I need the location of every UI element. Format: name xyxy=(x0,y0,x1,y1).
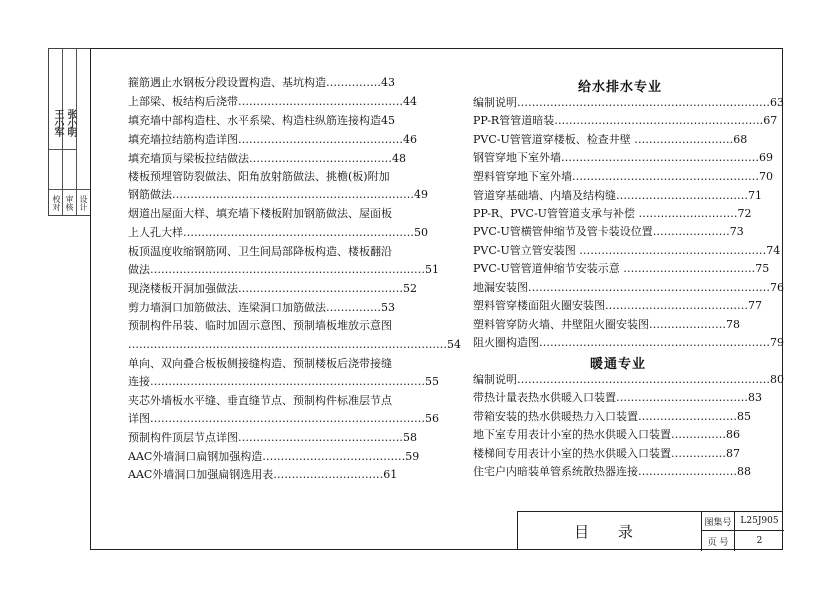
toc-entry: 现浇楼板开洞加强做法………………………………………52 xyxy=(128,282,417,295)
strip-label-audit: 审核 xyxy=(65,195,74,211)
toc-entry: 带热计量表热水供暖入口装置………………………………83 xyxy=(473,391,762,404)
toc-entry: 地下室专用表计小室的热水供暖入口装置……………86 xyxy=(473,428,740,441)
toc-entry: 编制说明……………………………………………………………63 xyxy=(473,96,784,109)
toc-entry: PVC-U管管道伸缩节安装示意 ………………………………75 xyxy=(473,262,770,275)
toc-entry: 钢管穿地下室外墙………………………………………………69 xyxy=(473,151,773,164)
toc-entry-cont: 连接…………………………………………………………………55 xyxy=(128,375,439,388)
toc-entry: PP-R、PVC-U管管道支承与补偿 ………………………72 xyxy=(473,207,752,220)
toc-entry: 上部梁、板结构后浇带………………………………………44 xyxy=(128,95,417,108)
toc-entry-cont: 钢筋做法…………………………………………………………49 xyxy=(128,188,428,201)
toc-entry-cont: 详图…………………………………………………………………56 xyxy=(128,412,439,425)
toc-entry: 夹芯外墙板水平缝、垂直缝节点、预制构件标准层节点 xyxy=(128,394,392,407)
strip-label-design: 设计 xyxy=(79,195,88,211)
page-title: 目 录 xyxy=(574,523,645,541)
toc-entry: AAC外墙洞口加强扁钢选用表…………………………61 xyxy=(128,468,398,481)
strip-label-review: 校对 xyxy=(52,195,61,211)
toc-entry-cont: 做法…………………………………………………………………51 xyxy=(128,263,439,276)
page-number-value: 2 xyxy=(734,531,784,551)
toc-entry: 板顶温度收缩钢筋网、卫生间局部降板构造、楼板翻沿 xyxy=(128,245,392,258)
toc-entry: 管道穿基础墙、内墙及结构缝………………………………71 xyxy=(473,189,762,202)
toc-entry-cont: 上人孔大样………………………………………………………50 xyxy=(128,226,428,239)
atlas-number-value: L25J905 xyxy=(734,512,784,531)
signature-1: 王小军 xyxy=(52,109,63,136)
toc-entry: 带箱安装的热水供暖热力入口装置………………………85 xyxy=(473,410,751,423)
page-number-label: 页 号 xyxy=(701,531,734,551)
toc-entry: 填充墙中部构造柱、水平系梁、构造柱纵筋连接构造45 xyxy=(128,114,395,127)
toc-entry: 烟道出屋面大样、填充墙下楼板附加钢筋做法、屋面板 xyxy=(128,207,392,220)
toc-entry: 填充墙拉结筋构造详图………………………………………46 xyxy=(128,133,417,146)
toc-entry: 编制说明……………………………………………………………80 xyxy=(473,373,784,386)
section-title-plumbing: 给水排水专业 xyxy=(578,80,663,95)
toc-entry: 住宅户内暗装单管系统散热器连接………………………88 xyxy=(473,465,751,478)
atlas-number-label: 图集号 xyxy=(701,512,734,531)
toc-entry: 预制构件顶层节点详图………………………………………58 xyxy=(128,431,417,444)
toc-entry: 塑料管穿地下室外墙……………………………………………70 xyxy=(473,170,773,183)
toc-entry: 塑料管穿防火墙、井壁阻火圈安装图…………………78 xyxy=(473,318,740,331)
toc-entry: 单向、双向叠合板板侧接缝构造、预制楼板后浇带接缝 xyxy=(128,357,392,370)
toc-entry: 填充墙顶与梁板拉结做法…………………………………48 xyxy=(128,152,406,165)
toc-entry: 楼梯间专用表计小室的热水供暖入口装置……………87 xyxy=(473,447,740,460)
toc-entry: 箍筋遇止水钢板分段设置构造、基坑构造……………43 xyxy=(128,76,395,89)
toc-entry-cont: ……………………………………………………………………………54 xyxy=(128,338,461,351)
title-block xyxy=(517,511,783,550)
toc-entry: AAC外墙洞口扁钢加强构造…………………………………59 xyxy=(128,450,420,463)
toc-entry: PVC-U管横管伸缩节及管卡装设位置…………………73 xyxy=(473,225,744,238)
toc-entry: 楼板预埋管防裂做法、阳角放射筋做法、挑檐(板)附加 xyxy=(128,170,390,183)
toc-entry: 地漏安装图…………………………………………………………76 xyxy=(473,281,784,294)
toc-entry: 剪力墙洞口加筋做法、连梁洞口加筋做法……………53 xyxy=(128,301,395,314)
toc-entry: PP-R管管道暗装…………………………………………………67 xyxy=(473,114,778,127)
section-title-hvac: 暖通专业 xyxy=(590,357,647,372)
toc-entry: 塑料管穿楼面阻火圈安装图…………………………………77 xyxy=(473,299,762,312)
toc-entry: PVC-U管管道穿楼板、检查井壁 ………………………68 xyxy=(473,133,748,146)
signature-strip xyxy=(48,48,90,216)
signature-2: 张小明 xyxy=(65,109,76,136)
toc-entry: 阻火圈构造图………………………………………………………79 xyxy=(473,336,784,349)
toc-entry: 预制构件吊装、临时加固示意图、预制墙板堆放示意图 xyxy=(128,319,392,332)
toc-entry: PVC-U管立管安装图 ……………………………………………74 xyxy=(473,244,781,257)
